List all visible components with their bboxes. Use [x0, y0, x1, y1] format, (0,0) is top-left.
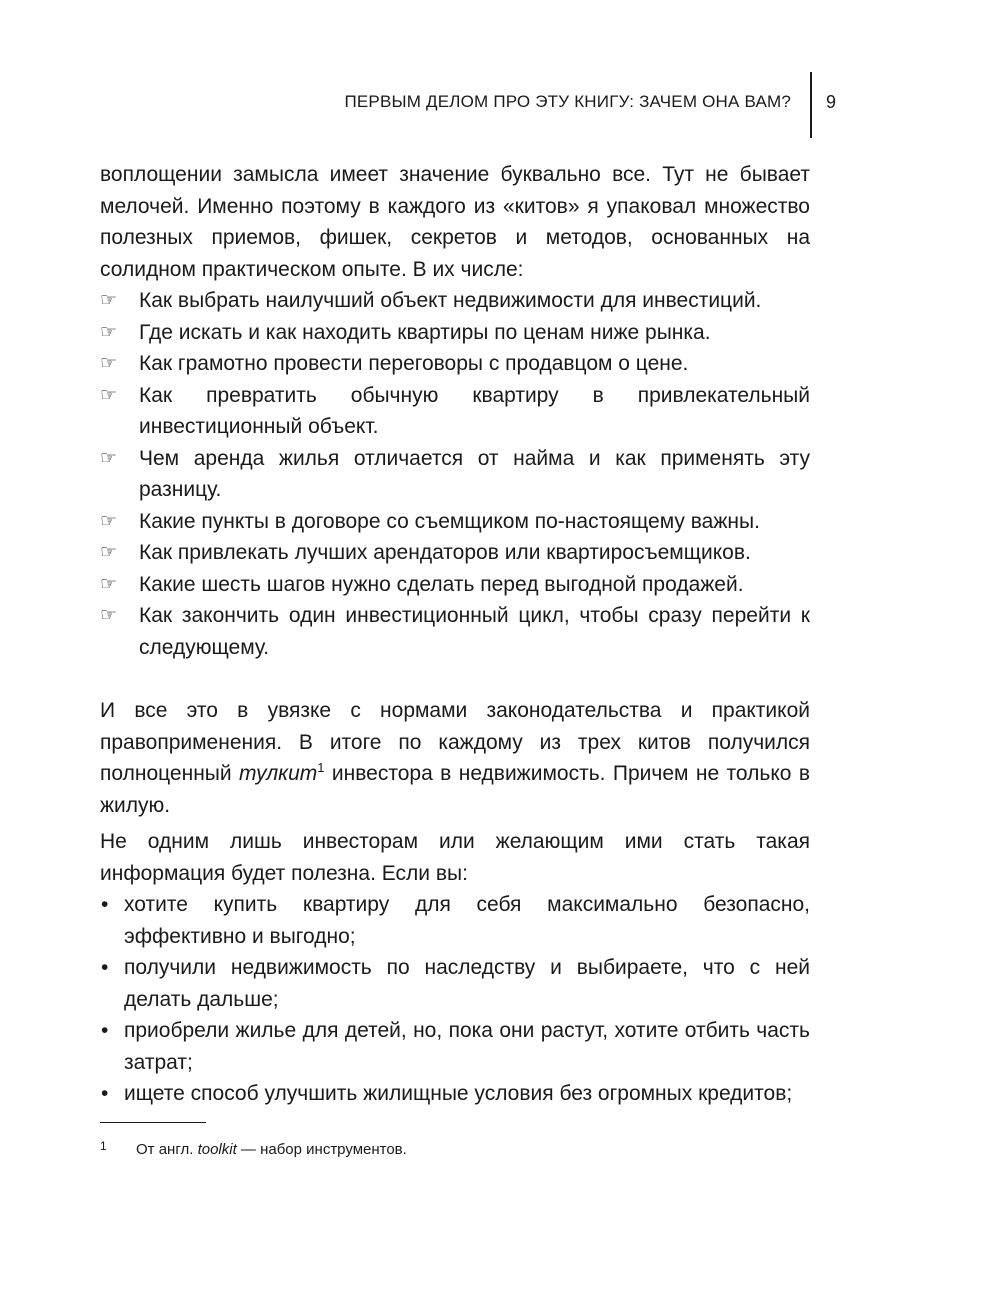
toolkit-paragraph-section — [100, 695, 810, 821]
audience-paragraph: Не одним лишь инвесторам или желающим ими стать такая информация будет полезна. Если вы: — [100, 830, 810, 885]
page-number: 9 — [826, 92, 837, 112]
toolkit-paragraph — [100, 695, 810, 821]
footnote-text-end: — набор инструментов. — [236, 1141, 407, 1158]
pointing-hand-icon: ☞ — [100, 572, 118, 595]
list-item — [100, 506, 810, 538]
dot-bullet-list — [100, 889, 810, 1110]
hand-bullet-list — [100, 285, 810, 663]
footnote — [100, 1136, 407, 1160]
list-item — [100, 1015, 810, 1078]
header-divider — [810, 72, 812, 138]
list-item-text: Как грамотно провести переговоры с продавцом о цене. — [139, 352, 689, 375]
pointing-hand-icon: ☞ — [100, 383, 118, 406]
list-item-text: Как выбрать наилучший объект недвижимости для инвестиций. — [139, 289, 762, 312]
list-item — [100, 443, 810, 506]
list-item-text: Где искать и как находить квартиры по ценам ниже рынка. — [139, 320, 711, 344]
list-item — [100, 1078, 810, 1110]
footnote-divider — [100, 1122, 206, 1123]
list-item-text: Какие шесть шагов нужно сделать перед выгодной продажей. — [139, 572, 744, 596]
footnote-text-start: От англ. — [136, 1141, 198, 1158]
toolkit-paragraph-start: И все это в увязке с нормами законодательства и практикой правоприменения. В итоге по каждому из трех китов получился полноценный — [100, 699, 810, 785]
list-item-text: Как привлекать лучших арендаторов или квартиросъемщиков. — [139, 541, 751, 564]
list-item-text: приобрели жилье для детей, но, пока они растут, хотите отбить часть затрат; — [124, 1019, 810, 1074]
list-item-text: ищете способ улучшить жилищные условия без огромных кредитов; — [124, 1082, 793, 1105]
footnote-mark: 1 — [100, 1139, 107, 1153]
list-item — [100, 285, 810, 317]
audience-section — [100, 826, 810, 1110]
list-item — [100, 537, 810, 569]
list-item-text: Как превратить обычную квартиру в привлекательный инвестиционный объект. — [139, 383, 810, 438]
bullet-dot-icon: • — [101, 1082, 109, 1105]
pointing-hand-icon: ☞ — [100, 352, 118, 374]
list-item — [100, 380, 810, 443]
list-item-text: Чем аренда жилья отличается от найма и как применять эту разницу. — [139, 446, 810, 501]
list-item-text: получили недвижимость по наследству и выбираете, что с ней делать дальше; — [124, 956, 810, 1011]
running-title: ПЕРВЫМ ДЕЛОМ ПРО ЭТУ КНИГУ: ЗАЧЕМ ОНА ВАМ? — [344, 92, 791, 111]
list-item — [100, 348, 810, 380]
list-item — [100, 600, 810, 663]
pointing-hand-icon: ☞ — [100, 289, 118, 311]
footnote-term: toolkit — [197, 1141, 237, 1158]
list-item-text: Какие пункты в договоре со съемщиком по-настоящему важны. — [139, 509, 760, 533]
bullet-dot-icon: • — [101, 956, 109, 979]
list-item — [100, 952, 810, 1015]
pointing-hand-icon: ☞ — [100, 509, 118, 532]
intro-paragraph: воплощении замысла имеет значение буквально все. Тут не бывает мелочей. Именно поэтому в каждого из «китов» я упаковал множество полезных приемов, фишек, секретов и методов, основанных на солидном практическом опыте. В их числе: — [100, 163, 810, 281]
toolkit-paragraph-end: инвестора в недвижимость. Причем не только в жилую. — [100, 762, 810, 817]
list-item — [100, 317, 810, 349]
list-item — [100, 569, 810, 601]
bullet-dot-icon: • — [101, 893, 109, 916]
bullet-dot-icon: • — [101, 1019, 109, 1042]
pointing-hand-icon: ☞ — [100, 541, 118, 563]
pointing-hand-icon: ☞ — [100, 320, 118, 343]
footnote-reference: 1 — [317, 760, 325, 775]
toolkit-term: тулкит — [239, 762, 318, 785]
intro-section — [100, 159, 810, 663]
pointing-hand-icon: ☞ — [100, 604, 118, 626]
pointing-hand-icon: ☞ — [100, 446, 118, 469]
list-item-text: Как закончить один инвестиционный цикл, чтобы сразу перейти к следующему. — [139, 604, 810, 659]
list-item — [100, 889, 810, 952]
list-item-text: хотите купить квартиру для себя максимально безопасно, эффективно и выгодно; — [124, 893, 810, 948]
